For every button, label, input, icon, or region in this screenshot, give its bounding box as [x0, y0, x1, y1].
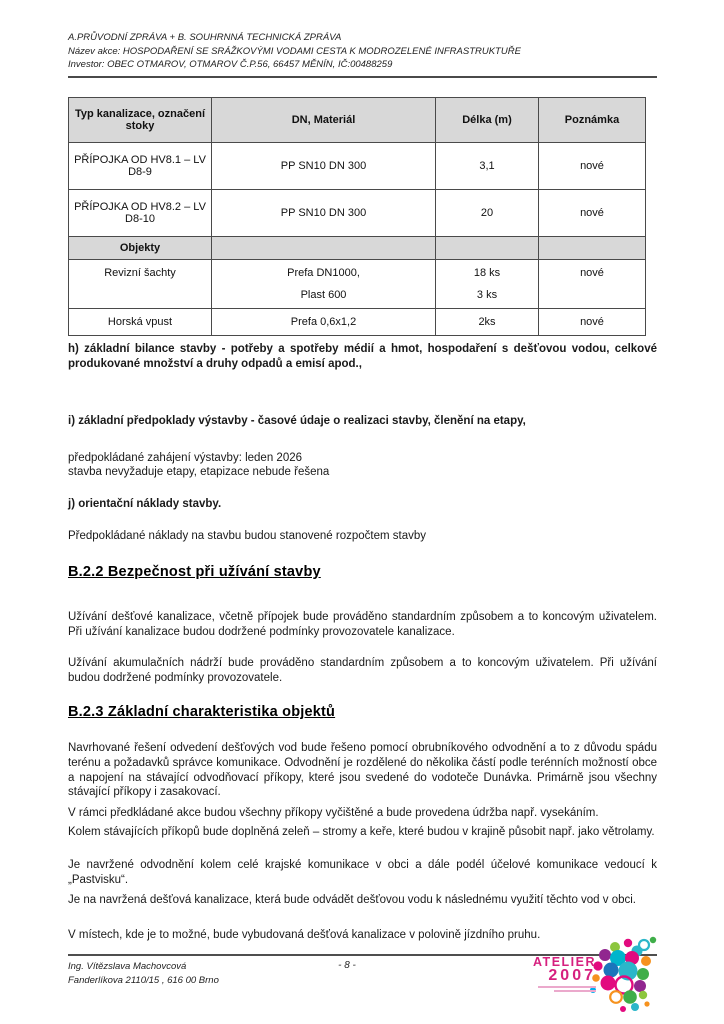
cell-length: 20 — [436, 190, 539, 237]
table-row — [69, 190, 646, 237]
paragraph-b22-2: Užívání akumulačních nádrží bude prováděno standardním způsobem a to koncovým uživatelem. Při užívání budou dodržené podmínky provozovatele. — [68, 657, 657, 684]
cell-length-line: 18 ks — [473, 267, 501, 279]
table-section-row — [69, 237, 646, 260]
cell-note: nové — [539, 260, 646, 309]
paragraph-b23-6: V místech, kde je to možné, bude vybudovaná dešťová kanalizace v polovině jízdního pruhu. — [68, 929, 541, 941]
atelier-2007-logo-text — [533, 956, 596, 992]
cell-material: Prefa 0,6x1,2 — [212, 309, 436, 336]
paragraph-h-balance: h) základní bilance stavby - potřeby a spotřeby médií a hmot, hospodaření s dešťovou vodou, celkové produkované množství a druhy odpadů a emisí apod., — [68, 343, 657, 370]
header-line-project-name: Název akce: HOSPODAŘENÍ SE SRÁŽKOVÝMI VODAMI CESTA K MODROZELENÉ INFRASTRUKTUŘE — [68, 45, 521, 57]
table-row — [69, 309, 646, 336]
header-divider — [68, 76, 657, 78]
document-header — [68, 31, 657, 72]
paragraph-b23-5: Je na navržená dešťová kanalizace, která bude odvádět dešťovou vodu k následnému využití těchto vod v obci. — [68, 894, 637, 906]
cell-material-line: Plast 600 — [300, 289, 347, 301]
cell-material — [212, 260, 436, 309]
cell-material-line: Prefa DN1000, — [287, 267, 360, 279]
logo-tagline-decoration — [554, 990, 596, 992]
paragraph-b23-4: Je navržené odvodnění kolem celé krajské komunikace v obci a dále podél účelové komunikace vedoucí k „Pastvisku“. — [68, 859, 657, 886]
line-no-stages: stavba nevyžaduje etapy, etapizace nebude řešena — [68, 466, 330, 478]
cell-length — [436, 260, 539, 309]
cell-length: 3,1 — [436, 143, 539, 190]
sewer-objects-table — [68, 97, 646, 336]
logo-year: 2007 — [548, 967, 596, 984]
logo-tagline-decoration — [538, 986, 596, 988]
column-header-type: Typ kanalizace, označení stoky — [69, 98, 212, 143]
line-cost-estimate: Předpokládané náklady na stavbu budou stanovené rozpočtem stavby — [68, 530, 427, 542]
footer-author-address: Fanderlíkova 2110/15 , 616 00 Brno — [68, 975, 219, 986]
empty-cell — [436, 237, 539, 260]
line-construction-start: předpokládané zahájení výstavby: leden 2026 — [68, 452, 303, 464]
section-title-b22: B.2.2 Bezpečnost při užívání stavby — [68, 564, 321, 580]
column-header-material: DN, Materiál — [212, 98, 436, 143]
cell-type: Revizní šachty — [69, 260, 212, 309]
empty-cell — [539, 237, 646, 260]
logo-bubble-cluster-icon — [585, 933, 663, 1017]
cell-note: nové — [539, 190, 646, 237]
cell-length: 2ks — [436, 309, 539, 336]
page-number: - 8 - — [338, 960, 356, 971]
table-header-row — [69, 98, 646, 143]
paragraph-i-schedule: i) základní předpoklady výstavby - časové údaje o realizaci stavby, členění na etapy, — [68, 415, 526, 427]
footer-author-name: Ing. Vítězslava Machovcová — [68, 961, 187, 972]
table-row — [69, 260, 646, 309]
cell-length-line: 3 ks — [476, 289, 498, 301]
logo-name: ATELIER — [532, 955, 596, 969]
cell-type: Horská vpust — [69, 309, 212, 336]
header-line-report-title: A.PRŮVODNÍ ZPRÁVA + B. SOUHRNNÁ TECHNICKÁ ZPRÁVA — [68, 32, 342, 43]
cell-note: nové — [539, 143, 646, 190]
table-row — [69, 143, 646, 190]
empty-cell — [212, 237, 436, 260]
cell-type: PŘÍPOJKA OD HV8.1 – LV D8-9 — [69, 143, 212, 190]
cell-material: PP SN10 DN 300 — [212, 190, 436, 237]
paragraph-b23-3: Kolem stávajících příkopů bude doplněná zeleň – stromy a keře, které budou v krajině působit např. jako větrolamy. — [68, 826, 655, 838]
footer-author-block — [68, 960, 219, 988]
section-title-b23: B.2.3 Základní charakteristika objektů — [68, 704, 336, 720]
paragraph-b22-1: Užívání dešťové kanalizace, včetně přípojek bude prováděno standardním způsobem a to koncovým uživatelem. Při užívání kanalizace budou dodržené podmínky provozovatele kanalizace. — [68, 611, 657, 638]
paragraph-j-costs: j) orientační náklady stavby. — [68, 498, 222, 510]
header-line-investor: Investor: OBEC OTMAROV, OTMAROV Č.P.56, 66457 MĚNÍN, IČ:00488259 — [68, 59, 393, 70]
cell-material: PP SN10 DN 300 — [212, 143, 436, 190]
paragraph-b23-1: Navrhované řešení odvedení dešťových vod bude řešeno pomocí obrubníkového odvodnění a to z důvodu spádu terénu a požadavků správce komunikace. Odvodnění je rozdělené do několika částí podle terénních možností obce a napojení na stávající odvodňovací příkopy, které jsou svedené do vodoteče Dunávka. Primárně jsou všechny stávající příkopy i zasakovací. — [68, 742, 657, 799]
cell-type: PŘÍPOJKA OD HV8.2 – LV D8-10 — [69, 190, 212, 237]
cell-note: nové — [539, 309, 646, 336]
column-header-note: Poznámka — [539, 98, 646, 143]
column-header-length: Délka (m) — [436, 98, 539, 143]
paragraph-b23-2: V rámci předkládané akce budou všechny příkopy vyčištěné a bude provedena údržba např. vysekáním. — [68, 807, 599, 819]
section-label: Objekty — [69, 237, 212, 260]
